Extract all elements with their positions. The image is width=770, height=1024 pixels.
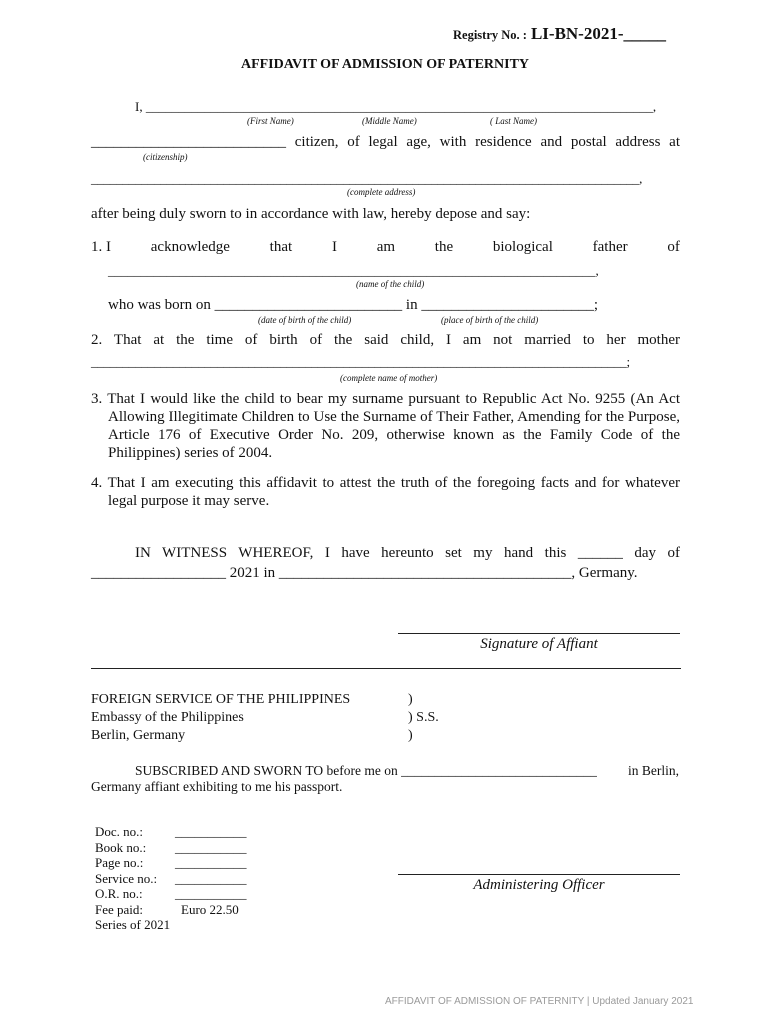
caption-citizenship: (citizenship) [143,152,188,162]
mother-name-line: _____________________________________________________________________________________; [91,354,630,369]
caption-mother-name: (complete name of mother) [340,373,438,383]
officer-signature-line [398,874,680,875]
fee-label-service: Service no.: [95,870,158,886]
fee-value-or: ___________ [175,886,247,901]
caption-child-name: (name of the child) [356,279,425,289]
registry-label: Registry No. : [453,28,527,42]
document-title: AFFIDAVIT OF ADMISSION OF PATERNITY [240,57,530,72]
item-1-word: I [331,239,337,255]
caption-date-of-birth: (date of birth of the child) [258,315,352,325]
address-line: _______________________________________________________________________________________, [91,171,643,186]
item-1-word: the [434,239,454,255]
witness-line-2: __________________ 2021 in _______________________________________, Germany. [91,565,638,581]
page-footer: AFFIDAVIT OF ADMISSION OF PATERNITY | Updated January 2021 [385,996,694,1007]
registry-number [453,24,666,44]
jurat-line-1-end: in Berlin, [628,763,679,778]
item-1-word: am [376,239,396,255]
fee-label-doc: Doc. no.: [95,824,144,839]
item-1-word: biological [492,239,553,255]
jurat-line-2: Germany affiant exhibiting to me his passport. [91,779,343,794]
item-4-line-1: 4. That I am executing this affidavit to attest the truth of the foregoing facts and for whatever [91,475,680,491]
affiant-signature-label: Signature of Affiant [480,636,598,652]
fee-label-series: Series of 2021 [95,917,171,932]
item-1-line [91,239,680,256]
fee-label-book: Book no.: [95,839,147,855]
fee-value-page: ___________ [175,855,247,870]
item-3-line-2: Allowing Illegitimate Children to Use the Surname of Their Father, Amending for the Purpose, [108,409,680,425]
jurat-line-1: SUBSCRIBED AND SWORN TO before me on _____________________________ [135,763,597,778]
citizenship-line: __________________________ citizen, of legal age, with residence and postal address at [91,134,680,150]
fee-values [175,824,247,917]
fee-value-service: ___________ [175,870,247,886]
deposition-intro: after being duly sworn to in accordance with law, hereby depose and say: [91,206,531,222]
caption-address: (complete address) [347,187,416,197]
fee-label-or: O.R. no.: [95,886,143,901]
fee-value-doc: ___________ [175,824,247,839]
fee-label-paid: Fee paid: [95,901,144,917]
item-1-word: acknowledge [150,239,230,255]
venue-line-1: FOREIGN SERVICE OF THE PHILIPPINES [91,692,351,707]
venue-paren-2: ) S.S. [408,710,439,725]
fee-labels [95,824,170,933]
birth-line: who was born on _________________________ in _______________________; [108,297,598,313]
item-3-line-4: Philippines) series of 2004. [108,445,273,461]
child-name-line: ___________________________________________________________________________, [108,263,599,278]
item-1-word: that [269,239,293,255]
item-3-line-1: 3. That I would like the child to bear my surname pursuant to Republic Act No. 9255 (An Act [91,391,680,407]
fee-value-paid: Euro 22.50 [181,901,239,917]
item-3-line-3: Article 176 of Executive Order No. 209, otherwise known as the Family Code of the [108,427,680,443]
item-1-word: 1. I [91,239,111,255]
item-1-word: father [592,239,628,255]
venue-paren-1: ) [408,692,413,707]
witness-line-1: IN WITNESS WHEREOF, I have hereunto set my hand this ______ day of [135,545,680,561]
affiant-signature-line [398,633,680,634]
item-1-word: of [667,239,680,255]
fee-value-book: ___________ [175,839,247,855]
caption-first-name: (First Name) [247,116,294,126]
venue-line-3: Berlin, Germany [91,728,186,743]
venue-line-2: Embassy of the Philippines [91,710,244,725]
venue-paren-3: ) [408,728,413,743]
caption-middle-name: (Middle Name) [362,116,417,126]
caption-place-of-birth: (place of birth of the child) [441,315,539,325]
fee-label-page: Page no.: [95,855,144,870]
item-2-line: 2. That at the time of birth of the said child, I am not married to her mother [91,332,680,348]
affiant-name-line: I, ______________________________________________________________________________, [135,99,657,114]
registry-value: LI-BN-2021-_____ [530,24,667,43]
officer-signature-label: Administering Officer [473,877,605,893]
section-divider [91,668,681,669]
caption-last-name: ( Last Name) [490,116,537,126]
item-4-line-2: legal purpose it may serve. [108,493,270,509]
